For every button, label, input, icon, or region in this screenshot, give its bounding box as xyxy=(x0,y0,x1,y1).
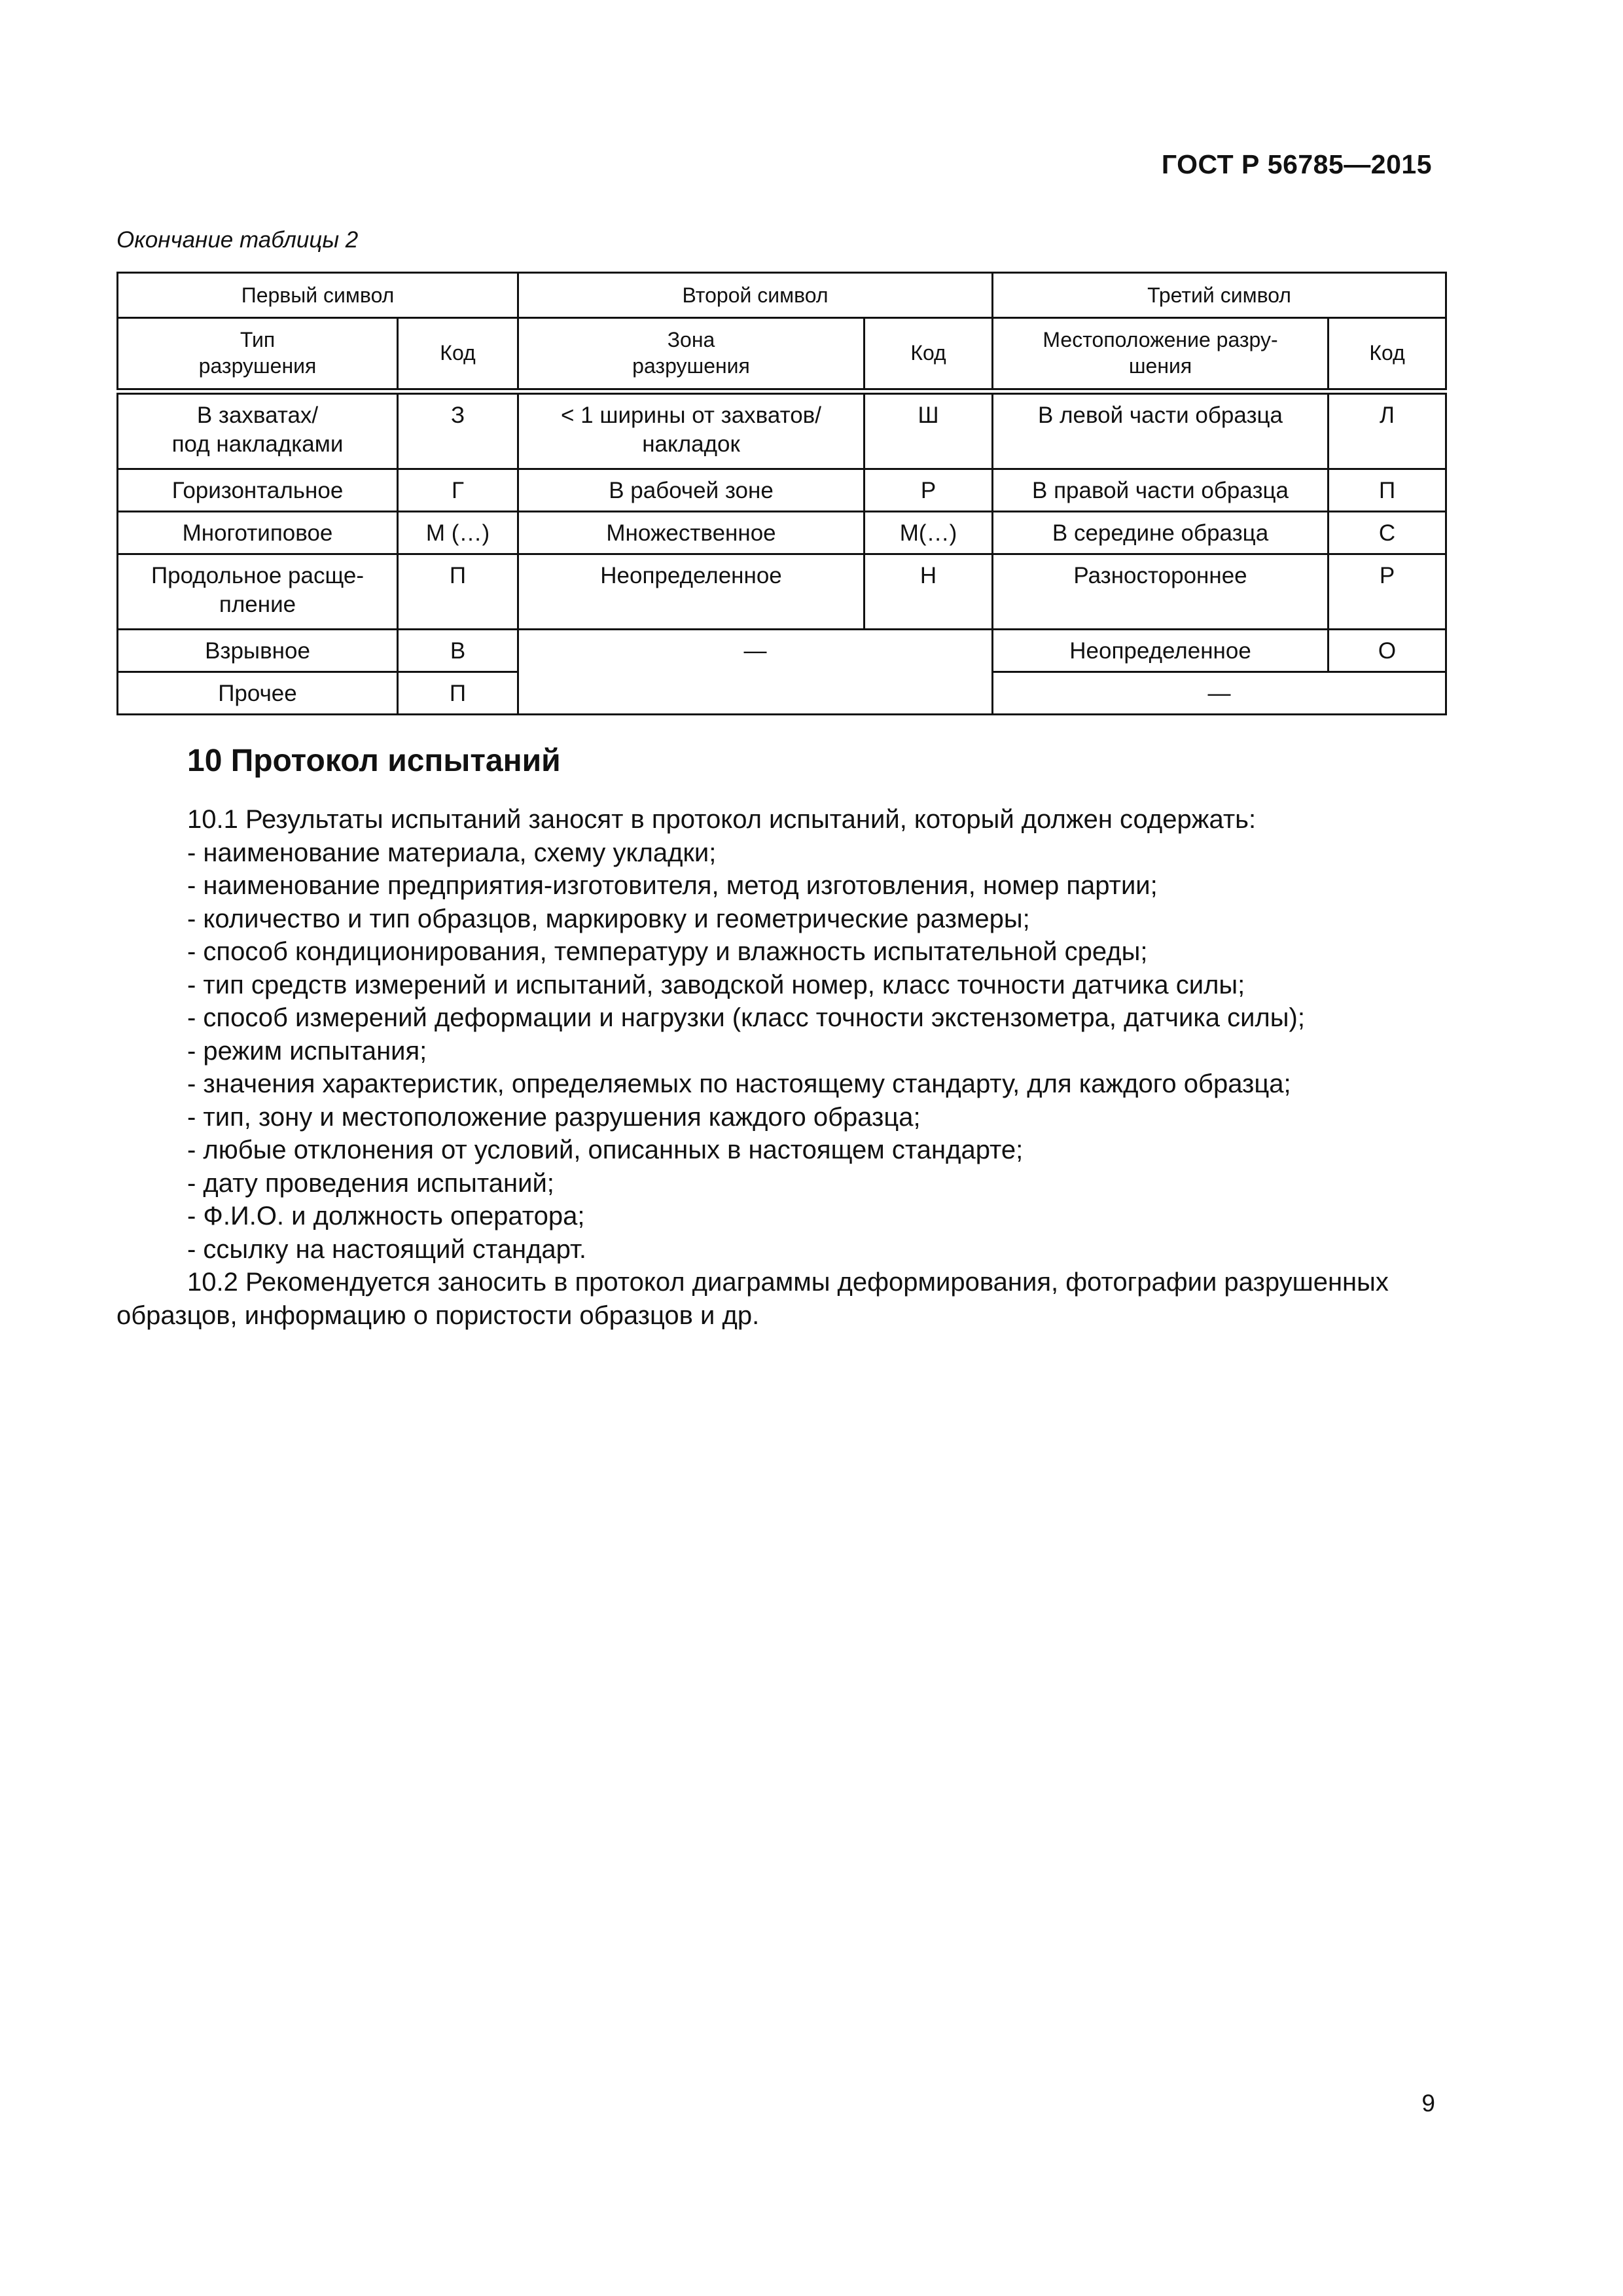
table-cell: В xyxy=(398,630,518,672)
table-cell: П xyxy=(1329,469,1446,512)
table-cell: М (…) xyxy=(398,512,518,554)
table-cell: В рабочей зоне xyxy=(518,469,865,512)
table-row xyxy=(118,554,1446,630)
list-item: - значения характеристик, определяемых по настоящему стандарту, для каждого образца; xyxy=(187,1069,1291,1098)
document-code: ГОСТ Р 56785—2015 xyxy=(1161,149,1432,179)
header-code-3: Код xyxy=(1329,318,1446,392)
table-cell-dash: — xyxy=(993,672,1446,715)
list-item: - режим испытания; xyxy=(187,1036,427,1066)
header-first-symbol: Первый символ xyxy=(118,273,518,318)
list-item: - наименование материала, схему укладки; xyxy=(187,838,717,867)
table-caption: Окончание таблицы 2 xyxy=(116,227,359,253)
list-item: - наименование предприятия-изготовителя, метод изготовления, номер партии; xyxy=(187,871,1158,900)
list-item: - тип, зону и местоположение разрушения каждого образца; xyxy=(187,1102,921,1132)
failure-code-table xyxy=(116,272,1447,715)
table-cell: З xyxy=(398,391,518,469)
table-cell: В середине образца xyxy=(993,512,1329,554)
table-cell: Р xyxy=(1329,554,1446,630)
header-code-1: Код xyxy=(398,318,518,392)
header-third-symbol: Третий символ xyxy=(993,273,1446,318)
header-failure-zone: Зона разрушения xyxy=(518,318,865,392)
table-cell: Многотиповое xyxy=(118,512,398,554)
table-cell: С xyxy=(1329,512,1446,554)
table-row xyxy=(118,469,1446,512)
table-cell: В захватах/ под накладками xyxy=(118,391,398,469)
table-cell: Продольное расще- пление xyxy=(118,554,398,630)
table-cell: П xyxy=(398,554,518,630)
table-cell: В левой части образца xyxy=(993,391,1329,469)
table-cell: О xyxy=(1329,630,1446,672)
table-cell: Н xyxy=(865,554,993,630)
table-row xyxy=(118,512,1446,554)
table-cell: Взрывное xyxy=(118,630,398,672)
paragraph-recommendation: 10.2 Рекомендуется заносить в протокол диаграммы деформирования, фотографии разрушенных образцов, информацию о пористости образцов и др. xyxy=(116,1268,1389,1330)
table-cell: Горизонтальное xyxy=(118,469,398,512)
table-cell: Л xyxy=(1329,391,1446,469)
list-item: - Ф.И.О. и должность оператора; xyxy=(187,1202,585,1230)
header-failure-type: Тип разрушения xyxy=(118,318,398,392)
table-cell: Неопределенное xyxy=(518,554,865,630)
table-cell: П xyxy=(398,672,518,715)
list-item: - ссылку на настоящий стандарт. xyxy=(187,1234,587,1264)
header-code-2: Код xyxy=(865,318,993,392)
list-item: - дату проведения испытаний; xyxy=(187,1168,554,1198)
table-cell: М(…) xyxy=(865,512,993,554)
table-cell: < 1 ширины от захватов/ накладок xyxy=(518,391,865,469)
table-sub-header-row xyxy=(118,318,1446,392)
table-cell: Г xyxy=(398,469,518,512)
table-cell: Ш xyxy=(865,391,993,469)
table-row xyxy=(118,630,1446,672)
paragraph-intro: 10.1 Результаты испытаний заносят в протокол испытаний, который должен содержать: xyxy=(187,805,1257,834)
table-cell: Разностороннее xyxy=(993,554,1329,630)
page-number: 9 xyxy=(1421,2090,1435,2117)
table-group-header-row xyxy=(118,273,1446,318)
list-item: - способ кондиционирования, температуру и влажность испытательной среды; xyxy=(187,937,1148,966)
header-second-symbol: Второй символ xyxy=(518,273,993,318)
list-item: - количество и тип образцов, маркировку и геометрические размеры; xyxy=(187,904,1030,933)
table-cell: В правой части образца xyxy=(993,469,1329,512)
table-cell: Множественное xyxy=(518,512,865,554)
section-title: 10 Протокол испытаний xyxy=(187,744,561,778)
list-item: - способ измерений деформации и нагрузки (класс точности экстензометра, датчика силы); xyxy=(187,1003,1305,1032)
table-cell: Неопределенное xyxy=(993,630,1329,672)
table-cell: Р xyxy=(865,469,993,512)
header-failure-location: Местоположение разру- шения xyxy=(993,318,1329,392)
list-item: - тип средств измерений и испытаний, заводской номер, класс точности датчика силы; xyxy=(187,970,1245,999)
table-row xyxy=(118,391,1446,469)
table-cell: Прочее xyxy=(118,672,398,715)
list-item: - любые отклонения от условий, описанных в настоящем стандарте; xyxy=(187,1136,1024,1164)
table-cell-dash: — xyxy=(518,630,993,715)
section-body xyxy=(116,803,1448,1332)
